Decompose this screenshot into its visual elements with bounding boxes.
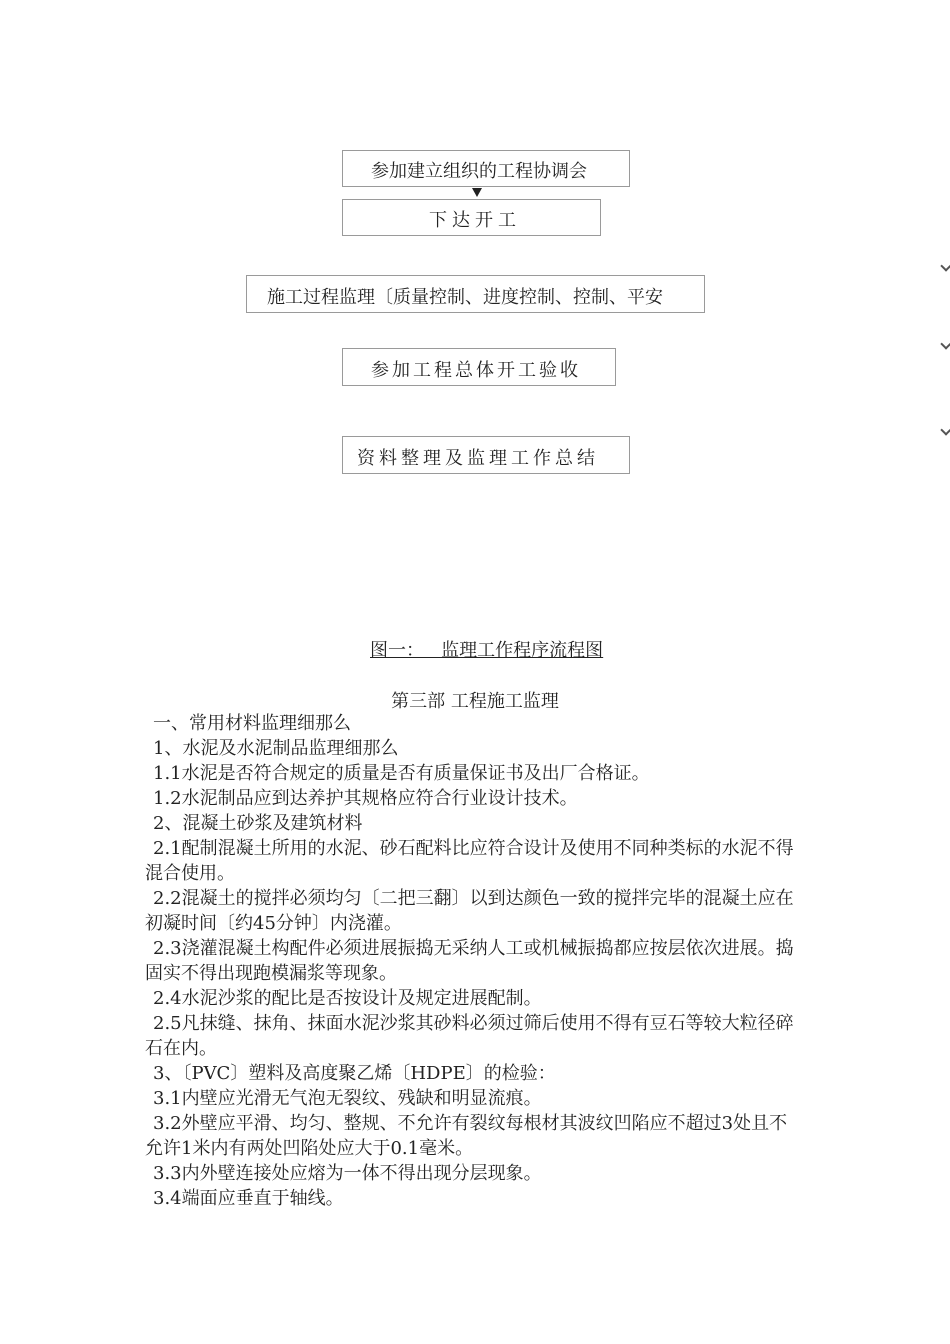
line-1: 一、常用材料监理细那么: [153, 713, 351, 734]
paragraph-2-5-text: 2.5凡抹缝、抹角、抹面水泥沙浆其砂料必须过筛后使用不得有豆石等较大粒径碎石在内。: [145, 1013, 794, 1059]
paragraph-3-2: [145, 1111, 805, 1161]
paragraph-2-3: [145, 936, 805, 986]
line-14: 3.3内外壁连接处应熔为一体不得出现分层现象。: [153, 1163, 542, 1184]
line-3: 1.1水泥是否符合规定的质量是否有质量保证书及出厂合格证。: [153, 763, 650, 784]
line-9: 2.4水泥沙浆的配比是否按设计及规定进展配制。: [153, 988, 542, 1009]
line-11: 3、〔PVC〕塑料及高度聚乙烯〔HDPE〕的检验：: [153, 1063, 556, 1084]
paragraph-2-3-text: 2.3浇灌混凝土构配件必须进展振捣无采纳人工或机械振捣都应按层依次进展。捣固实不得出现跑模漏浆等现象。: [145, 938, 794, 984]
line-15: 3.4端面应垂直于轴线。: [153, 1188, 344, 1209]
flow-step-summary: 资料整理及监理工作总结: [342, 436, 630, 474]
flow-step-construction-supervision: 施工过程监理〔质量控制、进度控制、控制、平安: [246, 275, 705, 313]
paragraph-3-2-text: 3.2外壁应平滑、均匀、整规、不允许有裂纹每根材其波纹凹陷应不超过3处且不允许1米内有两处凹陷处应大于0.1毫米。: [145, 1113, 788, 1159]
flow-arrow-icon: [472, 188, 482, 197]
body-text: [145, 711, 805, 1211]
flow-step-acceptance: 参加工程总体开工验收: [342, 348, 616, 386]
flow-step-coordination-meeting: 参加建立组织的工程协调会: [342, 150, 630, 187]
paragraph-2-5: [145, 1011, 805, 1061]
line-5: 2、混凝土砂浆及建筑材料: [153, 813, 363, 834]
figure-caption: 图一： 监理工作程序流程图: [370, 640, 604, 661]
section-heading: 第三部 工程施工监理: [391, 691, 559, 712]
paragraph-2-2: [145, 886, 805, 936]
paragraph-2-1: [145, 836, 805, 886]
flow-step-start-work-order: 下达开工: [342, 199, 601, 236]
edge-chevron-icon: [940, 338, 950, 349]
edge-chevron-icon: [940, 260, 950, 271]
edge-chevron-icon: [940, 424, 950, 435]
line-4: 1.2水泥制品应到达养护其规格应符合行业设计技术。: [153, 788, 578, 809]
paragraph-2-1-text: 2.1配制混凝土所用的水泥、砂石配料比应符合设计及使用不同种类标的水泥不得混合使用。: [145, 838, 794, 884]
line-12: 3.1内壁应光滑无气泡无裂纹、残缺和明显流痕。: [153, 1088, 542, 1109]
paragraph-2-2-text: 2.2混凝土的搅拌必须均匀〔二把三翻〕以到达颜色一致的搅拌完毕的混凝土应在初凝时间〔约45分钟〕内浇灌。: [145, 888, 794, 934]
line-2: 1、水泥及水泥制品监理细那么: [153, 738, 399, 759]
